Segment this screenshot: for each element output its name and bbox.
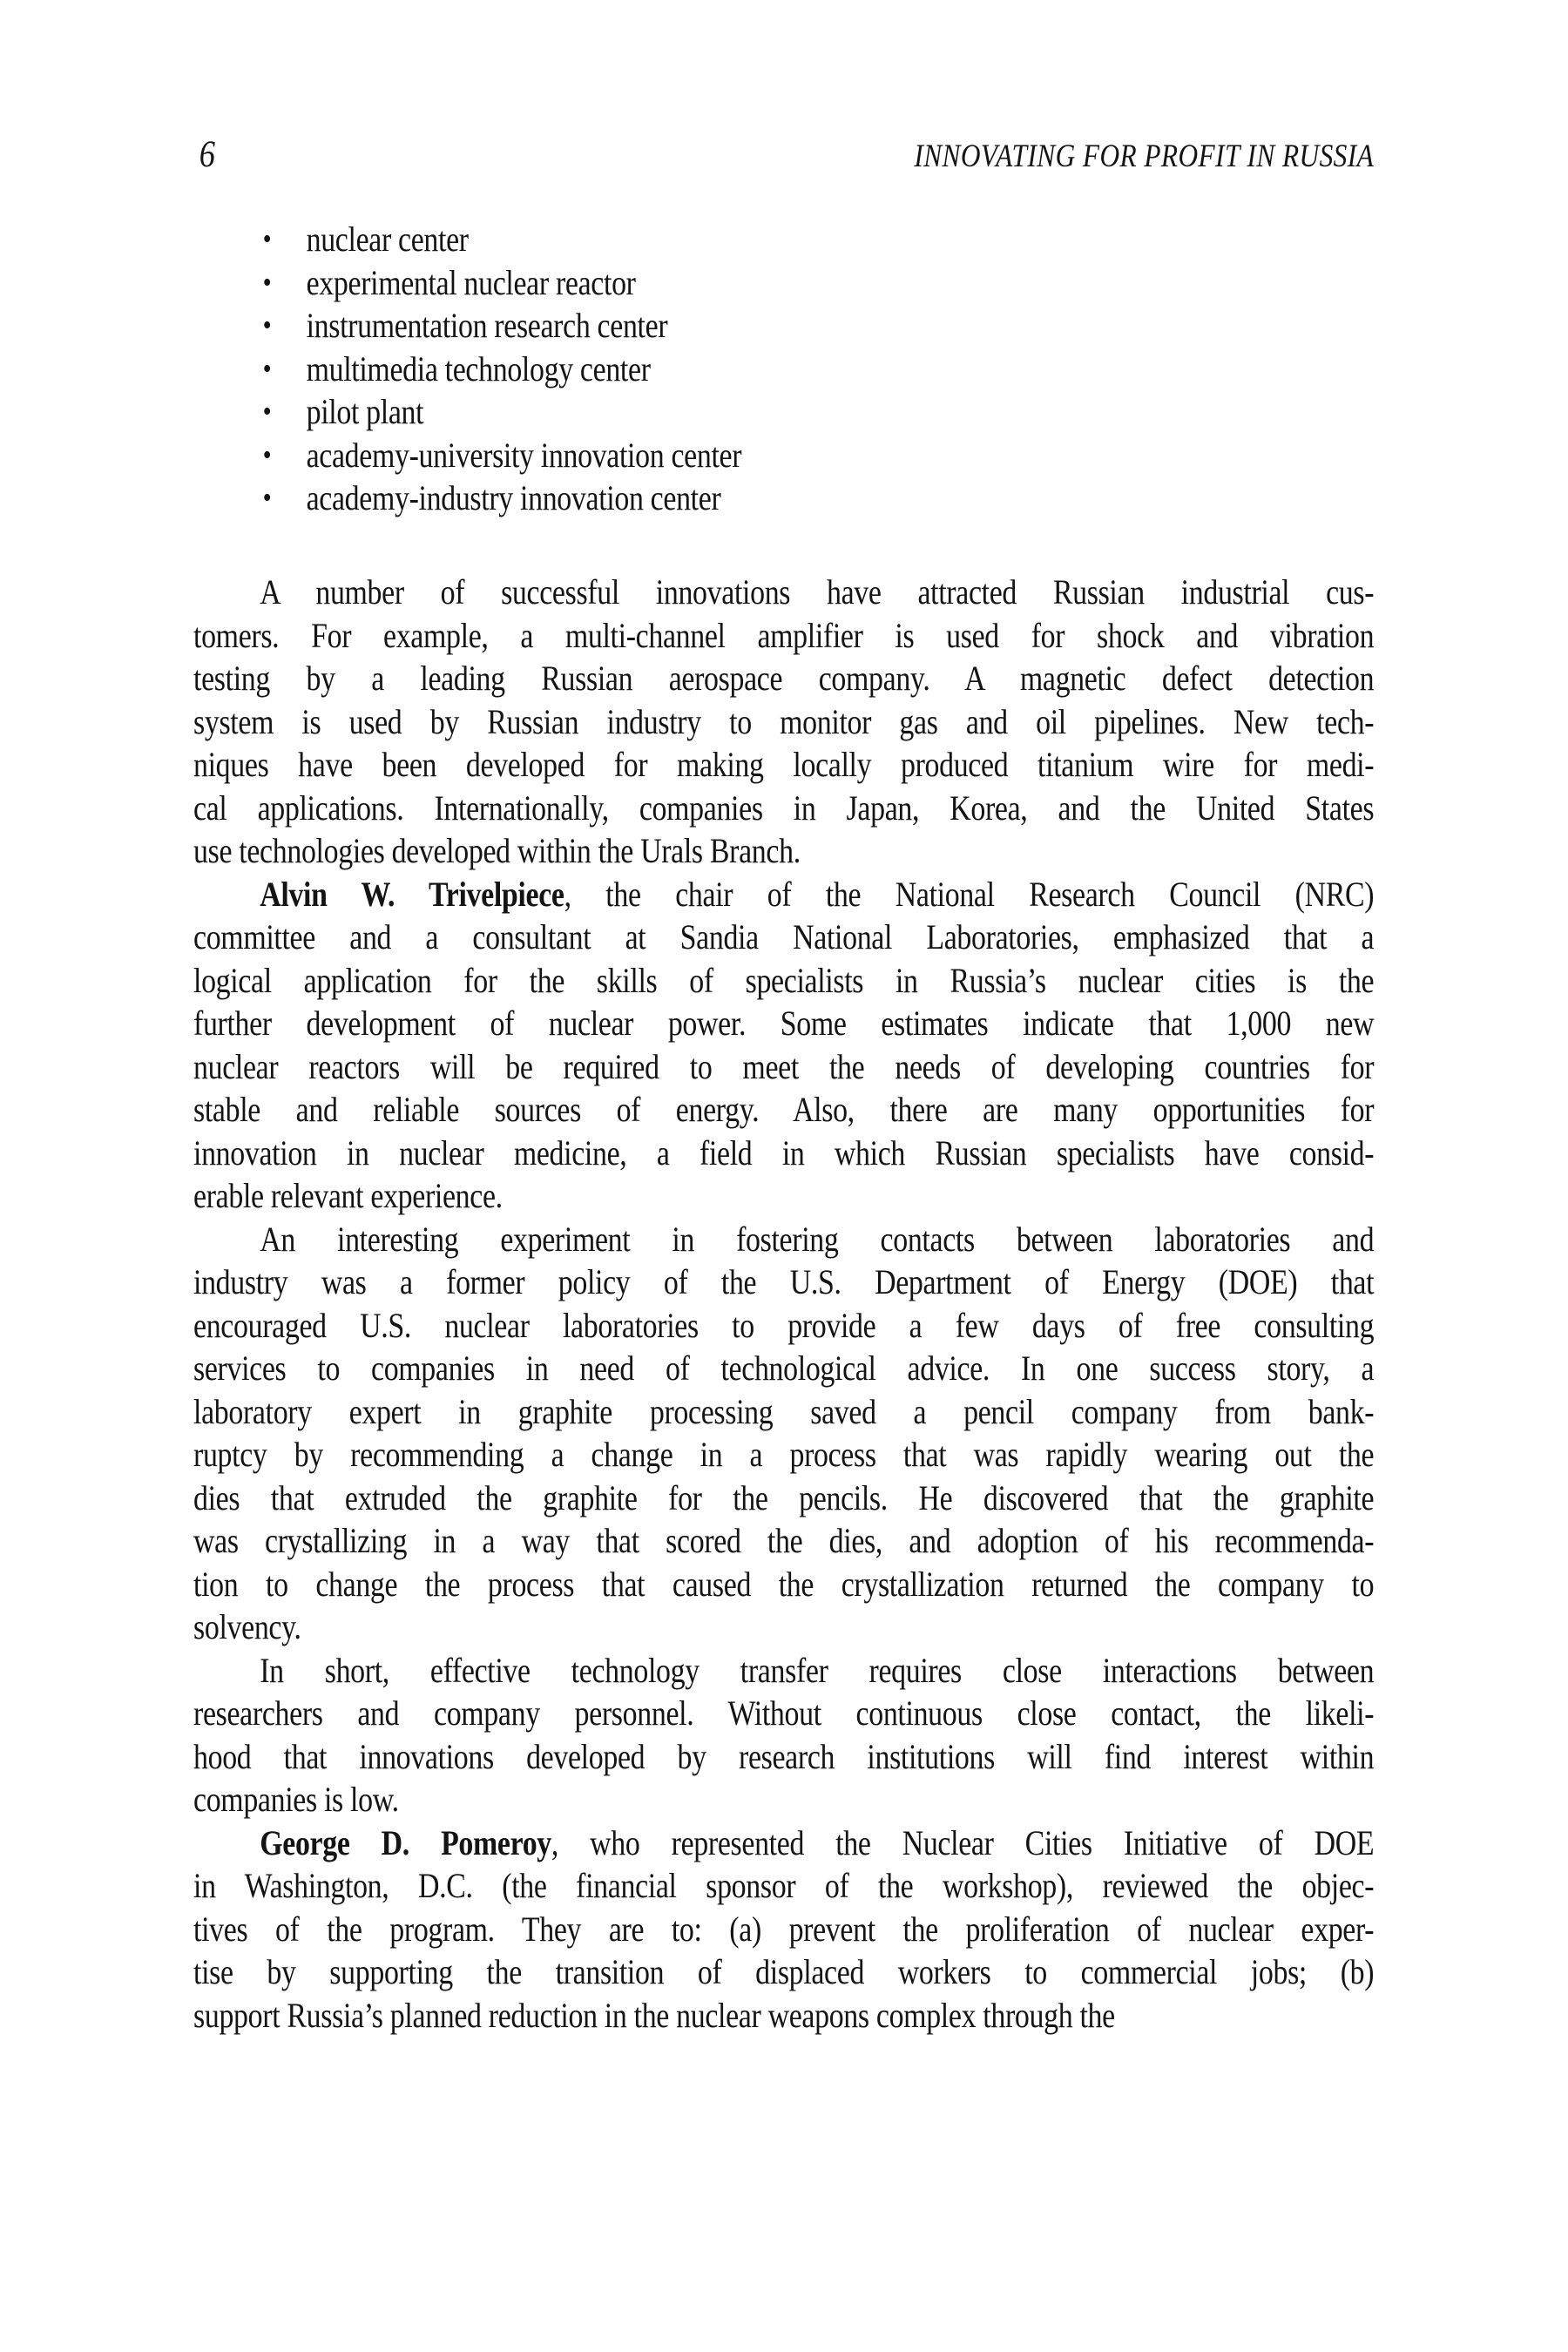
paragraph [193,571,1374,873]
text-line: use technologies developed within the Urals Branch. [193,831,801,870]
list-item-label: pilot plant [306,392,424,431]
bullet-icon: • [262,223,272,255]
text-line: stable and reliable sources of energy. Also, there are many opportunities for [193,1090,1375,1129]
list-item [193,476,741,520]
list-item [193,218,741,261]
text-line: companies is low. [193,1780,399,1819]
list-item-label: experimental nuclear reactor [306,262,636,302]
text-line: tise by supporting the transition of displaced workers to commercial jobs; (b) [193,1952,1375,1991]
text-line: innovation in nuclear medicine, a field in which Russian specialists have consid- [193,1132,1375,1173]
text-line: tives of the program. They are to: (a) prevent the proliferation of nuclear exper- [193,1909,1375,1949]
bullet-icon: • [262,482,272,514]
text-line: researchers and company personnel. Without continuous close contact, the likeli- [193,1693,1375,1733]
list-item [193,348,741,391]
text-line: testing by a leading Russian aerospace company. A magnetic defect detection [193,659,1375,698]
text-line: George D. Pomeroy, who represented the Nuclear Cities Initiative of DOE [260,1822,1375,1862]
paragraph [193,1821,1374,2038]
list-item-label: academy-industry innovation center [306,478,721,517]
text-line: in Washington, D.C. (the financial sponsor of the workshop), reviewed the objec- [193,1866,1375,1905]
text-line: nuclear reactors will be required to meet the needs of developing countries for [193,1046,1375,1086]
text-line: system is used by Russian industry to monitor gas and oil pipelines. New tech- [193,701,1375,741]
bullet-icon: • [262,352,272,385]
text-line: tion to change the process that caused the crystallization returned the company to [193,1564,1375,1604]
list-item-label: multimedia technology center [306,348,651,389]
paragraph [193,1218,1374,1649]
text-line: logical application for the skills of specialists in Russia’s nuclear cities is the [193,960,1375,1000]
text-line: support Russia’s planned reduction in the nuclear weapons complex through the [193,1995,1115,2035]
list-item-label: academy-university innovation center [306,435,742,475]
bullet-icon: • [262,395,272,428]
text-line: laboratory expert in graphite processing saved a pencil company from bank- [193,1391,1375,1431]
text-line: tomers. For example, a multi-channel amplifier is used for shock and vibration [193,615,1375,655]
facility-list [193,218,741,520]
text-line: An interesting experiment in fostering contacts between laboratories and [260,1219,1375,1259]
text-line: A number of successful innovations have attracted Russian industrial cus- [260,572,1375,612]
list-item [193,434,741,477]
paragraph [193,1649,1374,1821]
text-line: In short, effective technology transfer requires close interactions between [260,1650,1375,1690]
text-line: hood that innovations developed by research institutions will find interest within [193,1736,1375,1776]
page-number: 6 [199,134,215,175]
text-line: niques have been developed for making locally produced titanium wire for medi- [193,745,1375,784]
text-line: solvency. [193,1607,301,1646]
list-item [193,304,741,348]
text-line: cal applications. Internationally, companies in Japan, Korea, and the United States [193,787,1375,828]
text-line: was crystallizing in a way that scored the dies, and adoption of his recommenda- [193,1521,1375,1560]
bullet-icon: • [262,309,272,341]
page-header [193,136,1374,173]
text-line: Alvin W. Trivelpiece, the chair of the National Research Council (NRC) [260,874,1375,914]
text-line: ruptcy by recommending a change in a process that was rapidly wearing out the [193,1435,1375,1474]
text-line: committee and a consultant at Sandia National Laboratories, emphasized that a [193,917,1375,956]
page-content [193,0,1374,2352]
running-title: INNOVATING FOR PROFIT IN RUSSIA [914,139,1375,174]
body-text [193,571,1374,2037]
text-line: erable relevant experience. [193,1176,503,1215]
text-line: services to companies in need of technological advice. In one success story, a [193,1348,1375,1388]
text-line: further development of nuclear power. Some estimates indicate that 1,000 new [193,1004,1375,1043]
bullet-icon: • [262,438,272,471]
speaker-name: George D. Pomeroy [260,1822,551,1862]
list-item [193,390,741,434]
text-line: dies that extruded the graphite for the pencils. He discovered that the graphite [193,1477,1375,1517]
text-line: industry was a former policy of the U.S. Department of Energy (DOE) that [193,1262,1375,1301]
list-item-label: instrumentation research center [306,306,668,345]
list-item [193,261,741,305]
bullet-icon: • [262,266,272,299]
text-line: encouraged U.S. nuclear laboratories to provide a few days of free consulting [193,1305,1375,1345]
paragraph [193,873,1374,1218]
list-item-label: nuclear center [306,220,469,259]
speaker-name: Alvin W. Trivelpiece [260,874,564,914]
